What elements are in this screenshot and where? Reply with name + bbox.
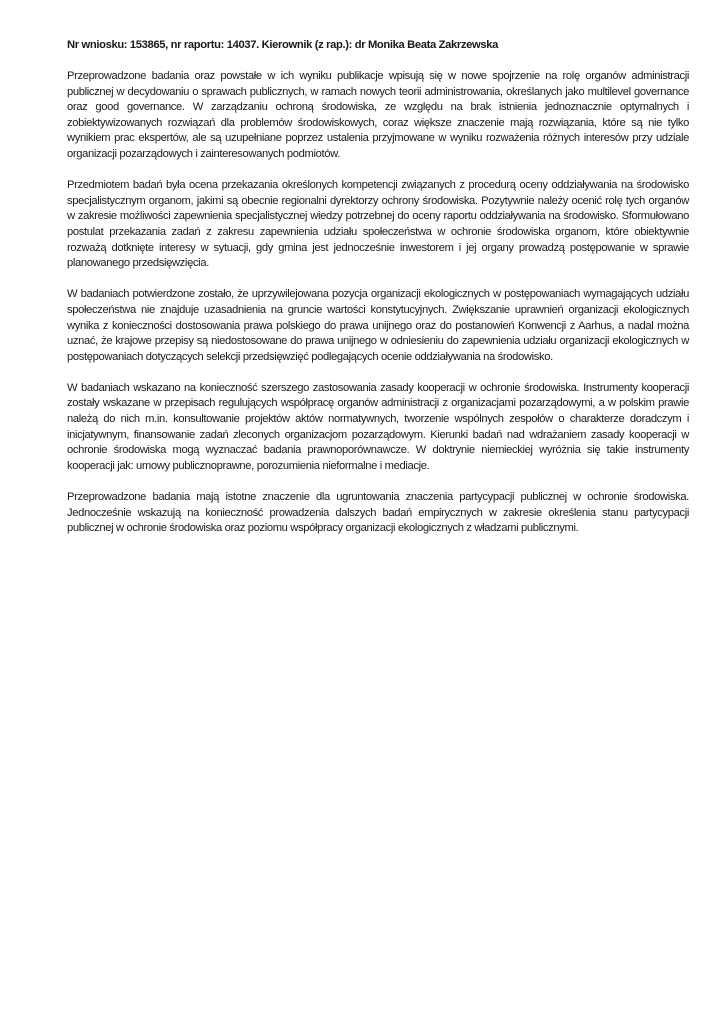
report-header: Nr wniosku: 153865, nr raportu: 14037. Kierownik (z rap.): dr Monika Beata Zakrzewska [67,39,498,51]
document-page [67,38,689,552]
paragraph-1: Przeprowadzone badania oraz powstałe w ich wyniku publikacje wpisują się w nowe spojrzenie na rolę organów administracji publicznej w decydowaniu o sprawach publicznych, w ramach nowych teorii administrowania, określanych jako multilevel governance oraz good governance. W zarządzaniu ochroną środowiska, ze względu na brak istnienia jednoznacznie optymalnych i zobiektywizowanych rozwiązań dla problemów środowiskowych, coraz większe znaczenie mają rozwiązania, które są nie tylko wynikiem prac ekspertów, ale są uzupełniane poprzez ustalenia przyjmowane w wyniku rozważenia różnych interesów przy udziale organizacji pozarządowych i zainteresowanych podmiotów. [67,70,689,160]
paragraph-3: W badaniach potwierdzone zostało, że uprzywilejowana pozycja organizacji ekologicznych w postępowaniach wymagających udziału społeczeństwa nie znajduje uzasadnienia na gruncie wartości konstytucyjnych. Zwiększanie uprawnień organizacji ekologicznych wynika z konieczności dostosowania prawa polskiego do prawa unijnego oraz do postanowień Konwencji z Aarhus, a nadal można uznać, że krajowe przepisy są niedostosowane do prawa unijnego w odniesieniu do zapewnienia udziału organizacji ekologicznych w postępowaniach dotyczących selekcji przedsięwzięć podlegających ocenie oddziaływania na środowisko. [67,288,689,363]
paragraph-5: Przeprowadzone badania mają istotne znaczenie dla ugruntowania znaczenia partycypacji publicznej w ochronie środowiska. Jednocześnie wskazują na konieczność prowadzenia dalszych badań empirycznych w zakresie określenia stanu partycypacji publicznej w ochronie środowiska oraz poziomu współpracy organizacji ekologicznych z władzami publicznymi. [67,491,689,535]
paragraph-4: W badaniach wskazano na konieczność szerszego zastosowania zasady kooperacji w ochronie środowiska. Instrumenty kooperacji zostały wskazane w przepisach regulujących współpracę organów administracji z organizacjami pozarządowymi, a w polskim prawie należą do nich m.in. konsultowanie projektów aktów normatywnych, tworzenie wspólnych zespołów o charakterze doradczym i inicjatywnym, finansowanie zadań zleconych organizacjom pozarządowym. Kierunki badań nad wdrażaniem zasady kooperacji w ochronie środowiska mogą wyznaczać badania prawnoporównawcze. W doktrynie niemieckiej wyróżnia się takie instrumenty kooperacji jak: umowy publicznoprawne, porozumienia nieformalne i mediacje. [67,381,689,472]
paragraph-2: Przedmiotem badań była ocena przekazania określonych kompetencji związanych z procedurą oceny oddziaływania na środowisko specjalistycznym organom, jakimi są obecnie regionalni dyrektorzy ochrony środowiska. Pozytywnie należy ocenić rolę tych organów w zakresie możliwości zapewnienia specjalistycznej wiedzy potrzebnej do oceny raportu oddziaływania na środowisko. Sformułowano postulat przekazania zadań z zakresu zapewnienia udziału społeczeństwa w ochronie środowiska organom, które obiektywnie rozważą dotknięte interesy w sytuacji, gdy gmina jest jednocześnie inwestorem i jej organy prowadzą postępowanie w sprawie planowanego przedsięwzięcia. [67,179,689,270]
